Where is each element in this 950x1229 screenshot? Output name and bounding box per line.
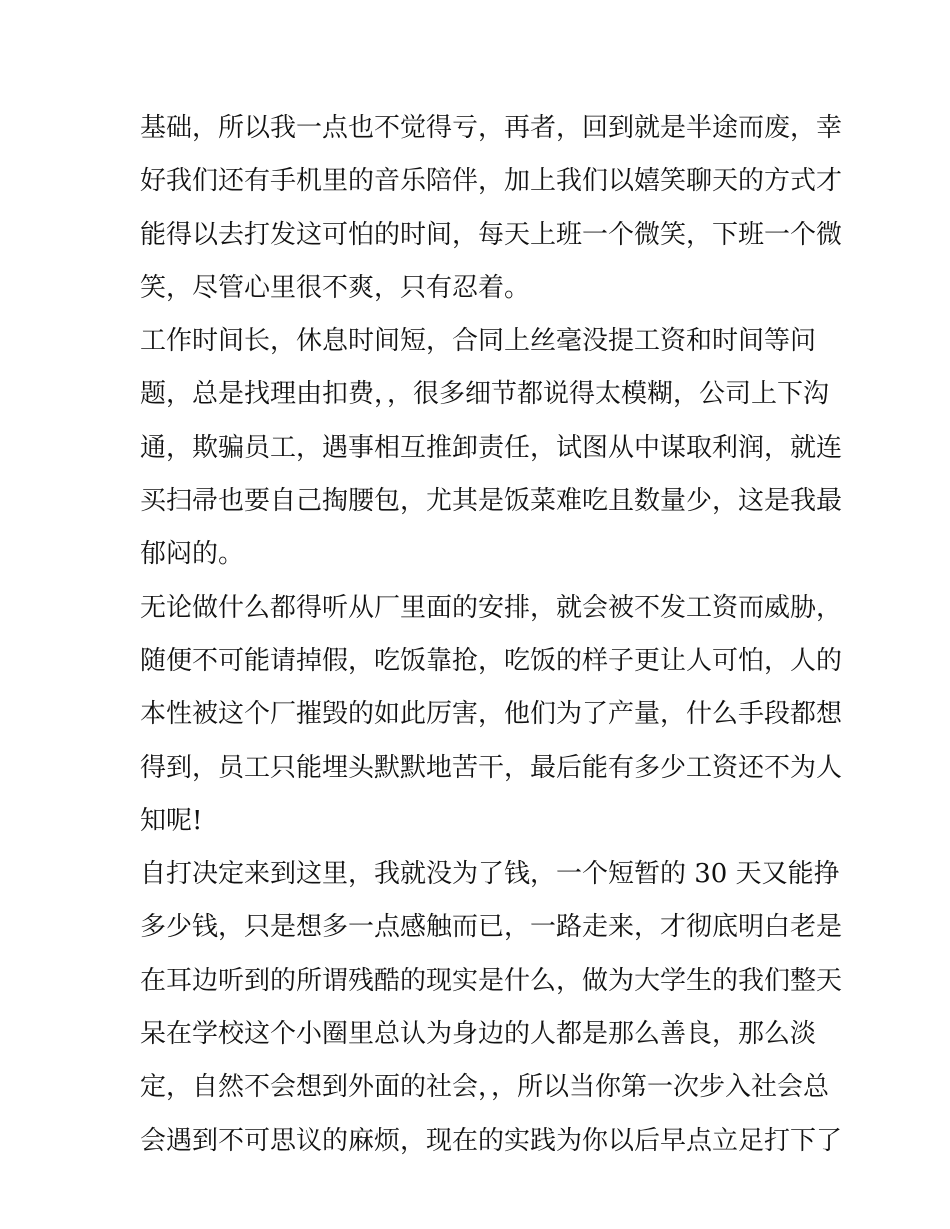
text-line: 知呢!	[140, 805, 203, 836]
text-line: 无论做什么都得听从厂里面的安排，就会被不发工资而威胁，	[140, 592, 843, 623]
text-line: 笑，尽管心里很不爽，只有忍着。	[140, 272, 531, 303]
text-line: 好我们还有手机里的音乐陪伴，加上我们以嬉笑聊天的方式才	[140, 166, 843, 197]
text-line: 题，总是找理由扣费，，很多细节都说得太模糊，公司上下沟	[140, 379, 830, 410]
text-line: 基础，所以我一点也不觉得亏，再者，回到就是半途而废，幸	[140, 113, 843, 143]
text-line: 郁闷的。	[140, 539, 245, 570]
text-line: 在耳边听到的所谓残酷的现实是什么，做为大学生的我们整天	[140, 965, 843, 996]
text-line: 呆在学校这个小圈里总认为身边的人都是那么善良，那么淡	[140, 1019, 817, 1050]
text-line: 多少钱，只是想多一点感触而已，一路走来，才彻底明白老是	[140, 912, 843, 943]
text-line: 会遇到不可思议的麻烦，现在的实践为你以后早点立足打下了	[140, 1125, 843, 1156]
text-line: 随便不可能请掉假，吃饭靠抢，吃饭的样子更让人可怕，人的	[140, 645, 843, 676]
text-line: 买扫帚也要自己掏腰包，尤其是饭菜难吃且数量少，这是我最	[140, 486, 843, 517]
text-line: 得到，员工只能埋头默默地苦干，最后能有多少工资还不为人	[140, 752, 843, 783]
text-line: 定，自然不会想到外面的社会，，所以当你第一次步入社会总	[140, 1072, 830, 1103]
text-line: 本性被这个厂摧毁的如此厉害，他们为了产量，什么手段都想	[140, 699, 843, 730]
text-line: 能得以去打发这可怕的时间，每天上班一个微笑，下班一个微	[140, 219, 843, 250]
text-line: 自打决定来到这里，我就没为了钱，一个短暂的 30 天又能挣	[140, 859, 840, 890]
text-line: 工作时间长，休息时间短，合同上丝毫没提工资和时间等问	[140, 326, 817, 357]
text-line: 通，欺骗员工，遇事相互推卸责任，试图从中谋取利润，就连	[140, 432, 843, 463]
document-body-text	[140, 102, 843, 1168]
